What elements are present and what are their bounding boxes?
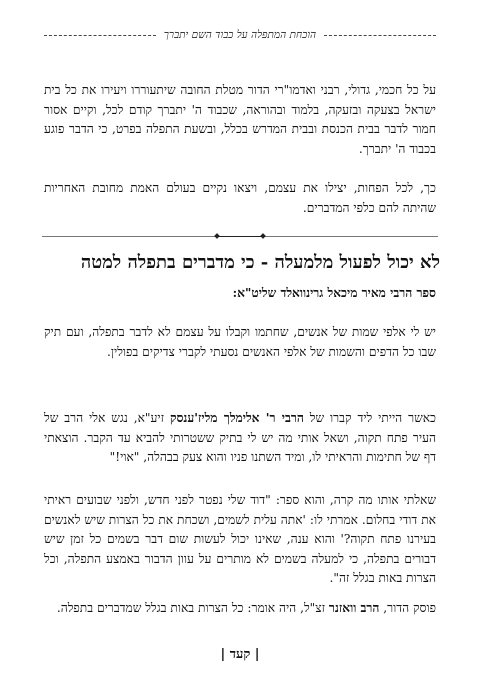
rebbe-name: הרבי ר' אלימלך מליז'ענסק xyxy=(169,411,304,425)
divider-ornament xyxy=(210,230,270,242)
running-head-title: הוכחת המתפלה על כבוד השם יתברך xyxy=(163,29,317,41)
section-heading: לא יכול לפעול מלמעלה - כי מדברים בתפלה למטה xyxy=(80,252,440,273)
paragraph-4-text-b: זיע"א, נגש אלי הרב של העיר פתח תקוה, ושאל אותי מה יש לי בתיק ששטרותי להביא עד הקבר. הוצאתי דף של חתימות והראיתי לו, ומיד השתנו פניו והוא צעק בבהלה, "אוי!" xyxy=(44,411,436,465)
paragraph-posek xyxy=(44,599,436,619)
running-header xyxy=(44,27,436,43)
paragraph-4-text-a: כאשר הייתי ליד קברו של xyxy=(303,411,437,425)
paragraph-6-text-b: זצ"ל, היה אומר: כל הצרות באות בגלל שמדברים בתפלה. xyxy=(56,601,329,615)
paragraph-at-least: כך, לכל הפחות, יצילו את עצמם, ויצאו נקיים בעולם האמת מחובת האחריות שהיתה להם כלפי המדברים. xyxy=(44,181,436,215)
ornament-bar xyxy=(215,236,265,237)
page-number: | קעד | xyxy=(220,647,260,662)
paragraph-at-grave xyxy=(44,409,436,468)
paragraph-thousands-names: יש לי אלפי שמות של אנשים, שחתמו וקבלו על עצמם לא לדבר בתפלה, ועם תיק שבו כל הדפים והשמות של אלפי האנשים נסעתי לקברי צדיקים בפולין. xyxy=(44,325,436,359)
header-dash-line xyxy=(44,35,156,36)
source-line: ספר הרבי מאיר מיכאל גרינוואלד שליט"א: xyxy=(232,286,436,300)
header-dash-line xyxy=(324,35,436,36)
paragraph-obligation: על כל חכמי, גדולי, רבני ואדמו"רי הדור מטלת החובה שיתעוררו ויעירו את כל בית ישראל בצעקה ובזעקה, בלמוד ובהוראה, שכבוד ה' יתברך קודם לכל, וקיים אסור חמור לדבר בבית הכנסת ובבית המדרש בכלל, ובשעת התפלה בפרט, כי הדבר פוגע בכבוד ה' יתברך. xyxy=(44,83,436,156)
paragraph-6-text-a: פוסק הדור, xyxy=(379,601,436,615)
paragraph-dream-story: שאלתי אותו מה קרה, והוא ספר: "דוד שלי נפטר לפני חדש, ולפני שבועים ראיתי את דודי בחלום. אמרתי לו: 'אתה עלית לשמים, ושכחת את כל הצרות שיש לאנשים בעירנו פתח תקוה?' והוא ענה, שאינו יכול לעשות שום דבר בשמים כל זמן שיש דבורים בתפלה, כי למעלה בשמים לא מותרים על עוון הדבור באמצע התפלה, וכל הצרות באות בגלל זה". xyxy=(44,493,436,586)
rav-name: הרב וואזנר xyxy=(328,601,380,615)
